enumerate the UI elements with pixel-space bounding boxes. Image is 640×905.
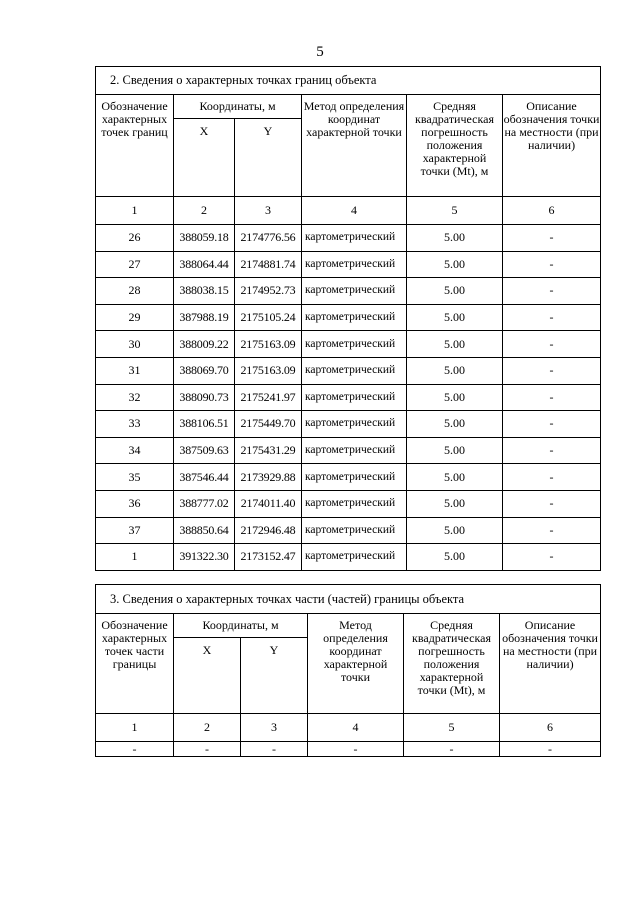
- cell-method: картометрический: [302, 437, 407, 464]
- table-row: [96, 225, 601, 252]
- cell-error: -: [404, 742, 500, 757]
- column-number: 3: [241, 714, 308, 742]
- cell-method: картометрический: [302, 331, 407, 358]
- header-x: X: [174, 638, 241, 714]
- cell-x: 388064.44: [174, 251, 235, 278]
- cell-method: картометрический: [302, 464, 407, 491]
- cell-description: -: [503, 278, 601, 305]
- cell-description: -: [503, 225, 601, 252]
- cell-error: 5.00: [407, 331, 503, 358]
- cell-description: -: [503, 411, 601, 438]
- cell-point: 26: [96, 225, 174, 252]
- column-number: 2: [174, 714, 241, 742]
- cell-point: 29: [96, 304, 174, 331]
- table-row: [96, 544, 601, 571]
- table-row: [96, 304, 601, 331]
- cell-point: 27: [96, 251, 174, 278]
- cell-y: 2175449.70: [235, 411, 302, 438]
- table-row: [96, 490, 601, 517]
- cell-x: 388850.64: [174, 517, 235, 544]
- cell-point: 31: [96, 357, 174, 384]
- cell-x: 388038.15: [174, 278, 235, 305]
- section-3-table: [95, 584, 601, 757]
- cell-error: 5.00: [407, 304, 503, 331]
- cell-description: -: [503, 464, 601, 491]
- cell-y: 2172946.48: [235, 517, 302, 544]
- cell-method: картометрический: [302, 517, 407, 544]
- cell-method: картометрический: [302, 384, 407, 411]
- header-description: Описание обозначения точки на местности (при наличии): [500, 614, 601, 714]
- header-coordinates: Координаты, м: [174, 95, 302, 119]
- cell-x: 388069.70: [174, 357, 235, 384]
- table-row: [96, 411, 601, 438]
- cell-y: 2175163.09: [235, 331, 302, 358]
- column-number: 4: [302, 197, 407, 225]
- cell-description: -: [503, 251, 601, 278]
- cell-description: -: [503, 304, 601, 331]
- page-number: 5: [316, 44, 324, 60]
- cell-x: 387546.44: [174, 464, 235, 491]
- header-y: Y: [235, 119, 302, 197]
- cell-description: -: [503, 490, 601, 517]
- cell-y: 2174776.56: [235, 225, 302, 252]
- column-number: 3: [235, 197, 302, 225]
- table-row: [96, 357, 601, 384]
- cell-error: 5.00: [407, 384, 503, 411]
- column-number: 1: [96, 197, 174, 225]
- cell-y: 2174011.40: [235, 490, 302, 517]
- header-point: Обозначение характерных точек границ: [96, 95, 174, 197]
- cell-description: -: [503, 357, 601, 384]
- cell-method: картометрический: [302, 357, 407, 384]
- cell-method: картометрический: [302, 544, 407, 571]
- header-coordinates: Координаты, м: [174, 614, 308, 638]
- section-3-title: 3. Сведения о характерных точках части (частей) границы объекта: [96, 585, 601, 614]
- table-row: [96, 742, 601, 757]
- table-row: [96, 517, 601, 544]
- cell-point: 36: [96, 490, 174, 517]
- cell-description: -: [500, 742, 601, 757]
- table-row: [96, 384, 601, 411]
- header-y: Y: [241, 638, 308, 714]
- cell-y: 2173929.88: [235, 464, 302, 491]
- cell-y: 2173152.47: [235, 544, 302, 571]
- header-description: Описание обозначения точки на местности (при наличии): [503, 95, 601, 197]
- column-number: 1: [96, 714, 174, 742]
- cell-y: 2175163.09: [235, 357, 302, 384]
- cell-x: 388106.51: [174, 411, 235, 438]
- cell-error: 5.00: [407, 544, 503, 571]
- header-error: Средняя квадратическая погрешность положения характерной точки (Mt), м: [404, 614, 500, 714]
- header-x: X: [174, 119, 235, 197]
- cell-point: 32: [96, 384, 174, 411]
- cell-method: картометрический: [302, 225, 407, 252]
- section-2-table: [95, 66, 601, 571]
- cell-y: 2175105.24: [235, 304, 302, 331]
- cell-error: 5.00: [407, 357, 503, 384]
- cell-point: 34: [96, 437, 174, 464]
- cell-y: 2174952.73: [235, 278, 302, 305]
- cell-x: 388777.02: [174, 490, 235, 517]
- column-number: 4: [308, 714, 404, 742]
- header-point: Обозначение характерных точек части границы: [96, 614, 174, 714]
- header-error: Средняя квадратическая погрешность положения характерной точки (Mt), м: [407, 95, 503, 197]
- cell-x: 391322.30: [174, 544, 235, 571]
- cell-description: -: [503, 384, 601, 411]
- column-number: 5: [404, 714, 500, 742]
- cell-y: 2174881.74: [235, 251, 302, 278]
- cell-method: -: [308, 742, 404, 757]
- column-number: 5: [407, 197, 503, 225]
- table-row: [96, 251, 601, 278]
- cell-description: -: [503, 331, 601, 358]
- cell-method: картометрический: [302, 278, 407, 305]
- cell-error: 5.00: [407, 490, 503, 517]
- cell-point: 1: [96, 544, 174, 571]
- cell-point: -: [96, 742, 174, 757]
- section-2-title: 2. Сведения о характерных точках границ объекта: [96, 67, 601, 95]
- table-row: [96, 437, 601, 464]
- cell-description: -: [503, 517, 601, 544]
- column-number-row: [96, 197, 601, 225]
- cell-point: 37: [96, 517, 174, 544]
- cell-x: 387988.19: [174, 304, 235, 331]
- column-number: 6: [500, 714, 601, 742]
- column-number: 2: [174, 197, 235, 225]
- cell-description: -: [503, 544, 601, 571]
- header-method: Метод определения координат характерной точки: [308, 614, 404, 714]
- cell-point: 35: [96, 464, 174, 491]
- cell-method: картометрический: [302, 304, 407, 331]
- table-row: [96, 278, 601, 305]
- column-number-row: [96, 714, 601, 742]
- column-number: 6: [503, 197, 601, 225]
- cell-x: 388090.73: [174, 384, 235, 411]
- cell-error: 5.00: [407, 517, 503, 544]
- cell-error: 5.00: [407, 278, 503, 305]
- cell-point: 28: [96, 278, 174, 305]
- cell-error: 5.00: [407, 411, 503, 438]
- cell-y: 2175431.29: [235, 437, 302, 464]
- cell-error: 5.00: [407, 464, 503, 491]
- cell-x: 388059.18: [174, 225, 235, 252]
- cell-description: -: [503, 437, 601, 464]
- cell-point: 30: [96, 331, 174, 358]
- cell-error: 5.00: [407, 437, 503, 464]
- cell-error: 5.00: [407, 251, 503, 278]
- cell-point: 33: [96, 411, 174, 438]
- table-row: [96, 464, 601, 491]
- cell-method: картометрический: [302, 251, 407, 278]
- cell-x: 387509.63: [174, 437, 235, 464]
- cell-y: -: [241, 742, 308, 757]
- cell-error: 5.00: [407, 225, 503, 252]
- cell-x: 388009.22: [174, 331, 235, 358]
- cell-x: -: [174, 742, 241, 757]
- cell-method: картометрический: [302, 490, 407, 517]
- cell-method: картометрический: [302, 411, 407, 438]
- table-row: [96, 331, 601, 358]
- cell-y: 2175241.97: [235, 384, 302, 411]
- header-method: Метод определения координат характерной точки: [302, 95, 407, 197]
